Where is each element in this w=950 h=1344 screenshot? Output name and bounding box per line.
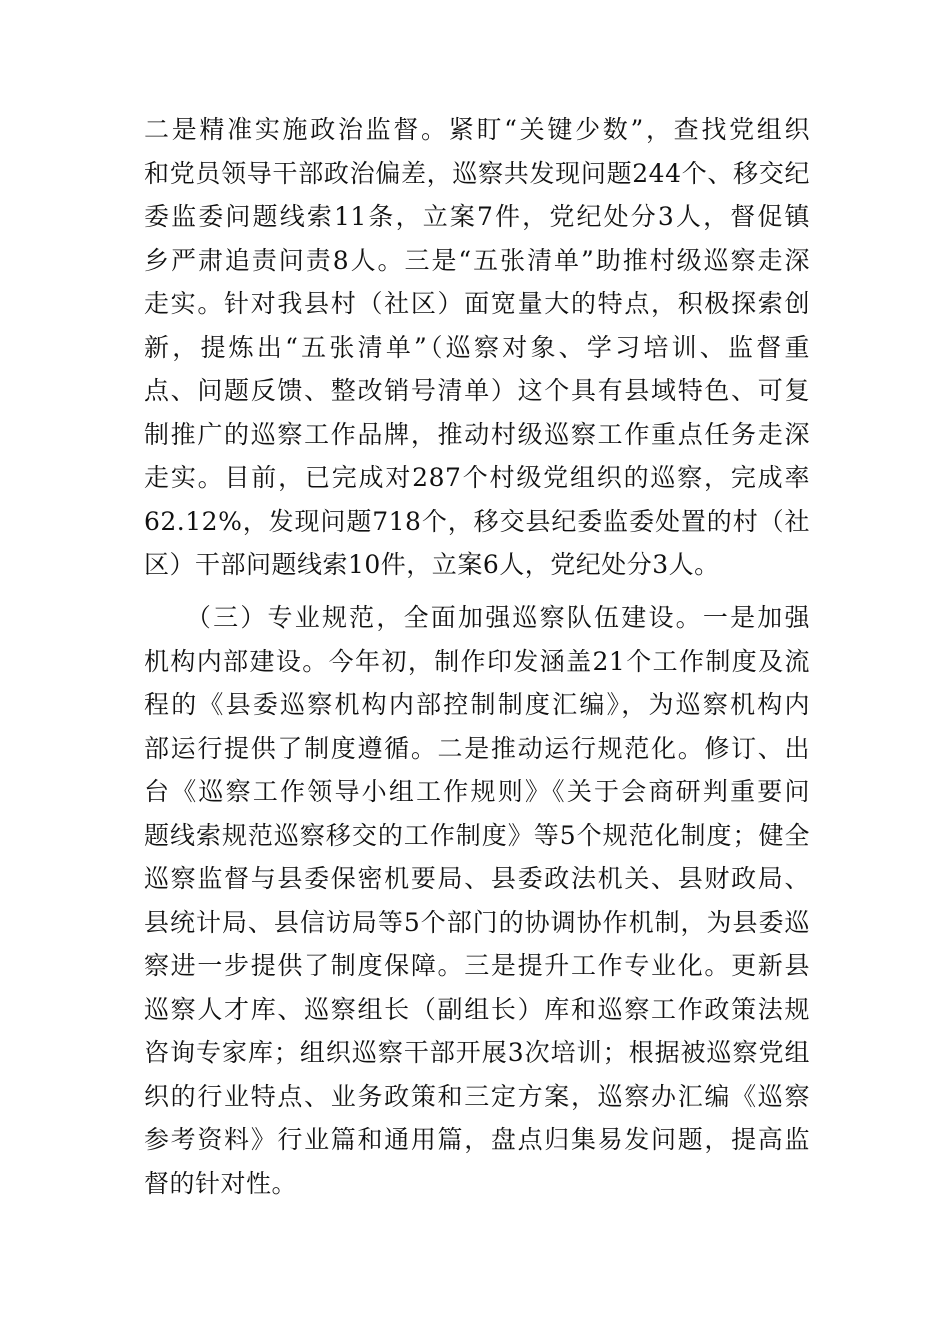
text-line: 咨询专家库；组织巡察干部开展3次培训；根据被巡察党组 [144,1038,810,1067]
text-line: 题线索规范巡察移交的工作制度》等5个规范化制度；健全 [144,820,810,850]
text-line: 制推广的巡察工作品牌，推动村级巡察工作重点任务走深 [144,419,810,449]
text-line: 巡察监督与县委保密机要局、县委政法机关、县财政局、 [144,864,810,893]
text-line: 台《巡察工作领导小组工作规则》《关于会商研判重要问 [144,777,810,806]
text-line: 县统计局、县信访局等5个部门的协调协作机制，为县委巡 [144,907,810,937]
paragraph-team-building [144,596,810,1205]
text-line: 督的针对性。 [144,1168,298,1198]
text-line: 和党员领导干部政治偏差，巡察共发现问题244个、移交纪 [144,158,810,188]
text-line: 参考资料》行业篇和通用篇，盘点归集易发问题，提高监 [144,1125,810,1154]
text-line: 察进一步提供了制度保障。三是提升工作专业化。更新县 [144,951,810,980]
text-line: 新，提炼出“五张清单”（巡察对象、学习培训、监督重 [144,332,810,362]
text-line: 巡察人才库、巡察组长（副组长）库和巡察工作政策法规 [144,994,810,1024]
text-line: 走实。目前，已完成对287个村级党组织的巡察，完成率 [144,463,810,492]
text-line: 机构内部建设。今年初，制作印发涵盖21个工作制度及流 [144,646,810,676]
text-line: 部运行提供了制度遵循。二是推动运行规范化。修订、出 [144,733,810,763]
text-line: （三）专业规范，全面加强巡察队伍建设。一是加强 [144,603,810,632]
text-line: 织的行业特点、业务政策和三定方案，巡察办汇编《巡察 [144,1081,810,1111]
text-line: 走实。针对我县村（社区）面宽量大的特点，积极探索创 [144,289,810,318]
text-line: 二是精准实施政治监督。紧盯“关键少数”，查找党组织 [144,115,810,144]
text-line: 乡严肃追责问责8人。三是“五张清单”助推村级巡察走深 [144,245,810,275]
text-line: 委监委问题线索11条，立案7件，党纪处分3人，督促镇 [144,202,810,231]
text-line: 点、问题反馈、整改销号清单）这个具有县域特色、可复 [144,376,810,405]
paragraph-political-supervision [144,108,810,587]
text-line: 62.12%，发现问题718个，移交县纪委监委处置的村（社 [144,506,810,536]
text-line: 区）干部问题线索10件，立案6人，党纪处分3人。 [144,550,720,579]
text-line: 程的《县委巡察机构内部控制制度汇编》，为巡察机构内 [144,690,810,719]
